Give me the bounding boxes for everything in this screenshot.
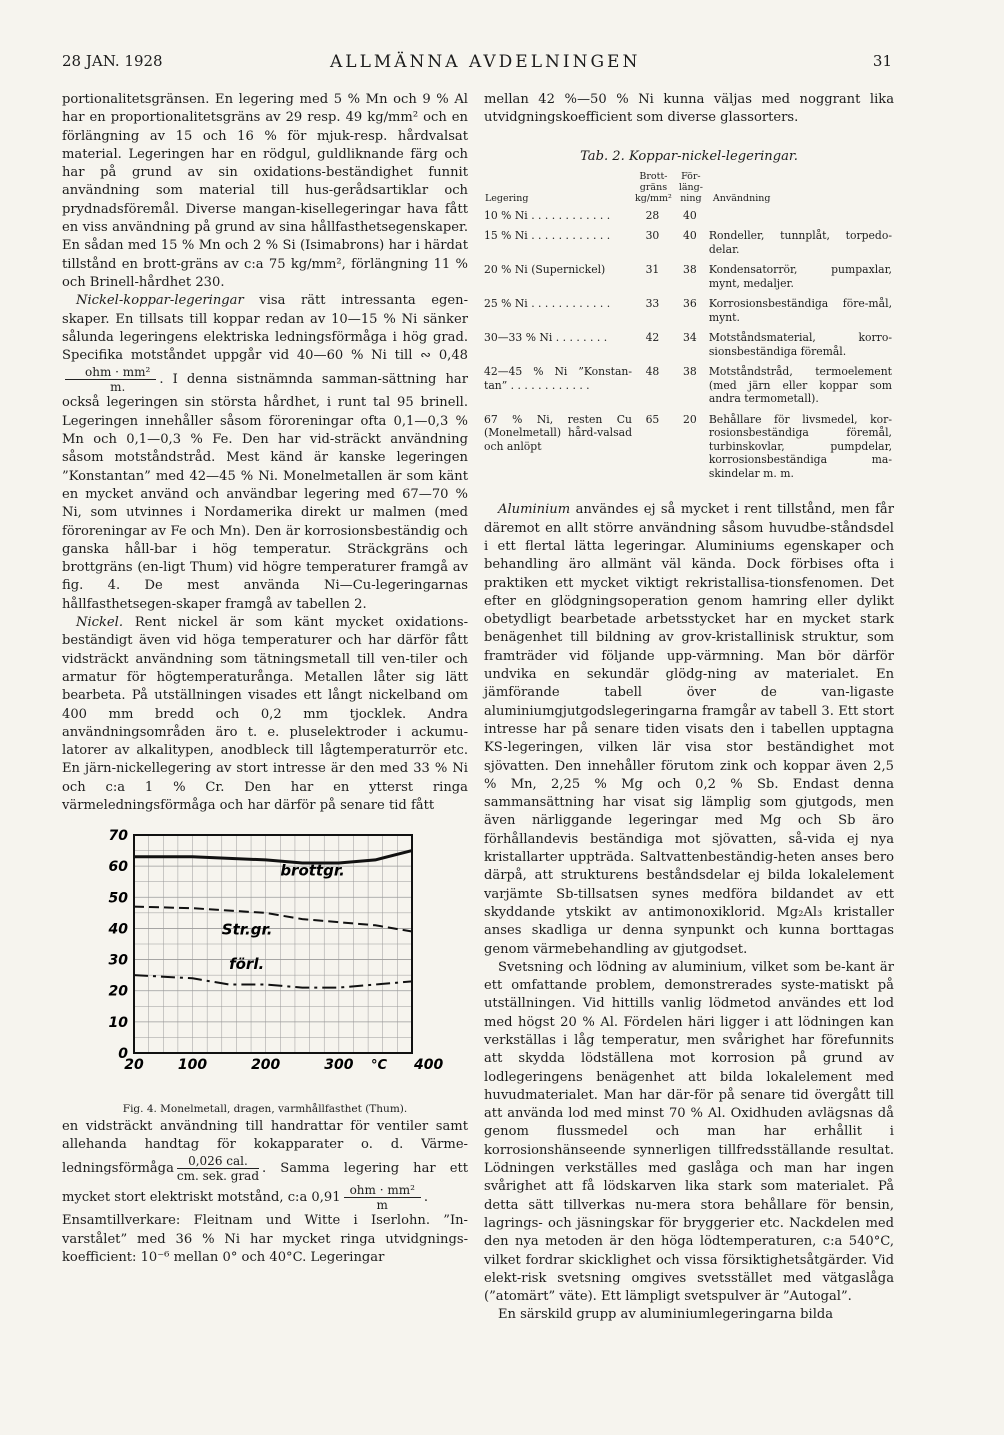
table-row [484,229,894,263]
table-cell: 40 [683,208,697,222]
x-tick-label: 400 [414,1057,444,1074]
paragraph: Svetsning och lödning av aluminium, vilket som be-kant är ett omfattande problem, demonstrerades syste-matiskt på utställningen. Vid hittills vanlig lödmetod användes ett lod med högst 20 % Al. Fördelen häri ligger i att lödningen kan verkställas i låg temperatur, men svårighet har förefunnits att skydda lödställena mot korrosion på grund av lodlegeringens benägenhet att bilda lokalelement med huvudmaterialet. Man har där-för på senare tid övergått till att använda lod med minst 70 % Al. Oxidhuden avlägsnas då genom flussmedel och man har erhållit i korrosionshänseende synnerligen tillfredsställande resultat. Lödningen verkställes med gaslåga och man har ingen svårighet att få lödskarven lika stark som materialet. På detta sätt tillverkas nu-mera stora behållare för bensin, lagrings- och jäsningskar för bryggerier etc. Nackdelen med den nya metoden är den höga lödtemperaturen, c:a 540°C, vilket fordrar skicklighet och vissa försiktighetsåtgärder. Vid elekt-risk svetsning omgives svetsstället med vätgaslåga (”atomärt” väte). Ett lämpligt svetspulver är ”Autogal”. [484,959,894,1305]
fraction [65,365,156,394]
fraction [344,1183,421,1212]
run-in-heading: Nickel. [76,615,124,631]
table-cell: 36 [683,297,697,311]
table-cell: 48 [645,365,660,379]
table-cell: 30—33 % Ni . . . . . . . . [484,331,608,345]
paragraph [484,501,894,958]
paragraph-text: . Samma legering har ett mycket stort elektriskt motstånd, c:a 0,91 [62,1161,468,1206]
table-row [484,331,894,365]
fraction-numerator: ohm · mm² [65,365,156,380]
table-cell [709,209,894,230]
table-header: Användning [712,192,771,204]
table-cell: 67 % Ni, resten Cu (Monelmetall) hård-valsad och anlöpt [484,412,632,453]
paragraph: En särskild grupp av aluminiumlegeringarna bilda [498,1307,834,1323]
paragraph-text: . I denna sistnämnda samman-sättning har också legeringen sin största hårdhet, i runt tal 95 brinell. Legeringen innehåller såsom föroreningar ofta 0,1—0,3 % Mn och 0,1—0,3 % Fe. Den har vid-sträckt användning såsom motståndstråd. Mest känd är kanske legeringen ”Konstantan” med 42—45 % Ni. Monelmetallen är som känt en mycket använd och användbar legering med 67—70 % Ni, som utvinnes i Nordamerika direkt ur malmen (med föroreningar av Fe och Mn). Den är korrosionsbeständig och ganska håll-bar i hög temperatur. Sträckgräns och brottgräns (en-ligt Thum) vid högre temperaturer framgå av fig. 4. De mest använda Ni—Cu-legeringarnas hållfasthetsegen-skaper framgå av tabellen 2. [62,372,468,612]
table-cell: 38 [683,263,697,277]
fraction-numerator: ohm · mm² [344,1183,421,1198]
header-date: 28 JAN. 1928 [62,52,163,70]
y-tick-label: 40 [108,921,128,938]
table-cell: 25 % Ni . . . . . . . . . . . . [484,297,611,311]
table-cell: 42 [645,331,660,345]
table-cell: 10 % Ni . . . . . . . . . . . . [484,208,611,222]
table-row [484,413,894,488]
table-cell: 33 [645,297,660,311]
table-cell: 38 [683,365,697,379]
curve-label: förl. [229,955,265,974]
table-header: För-läng-ning [678,170,703,204]
fraction-denominator: m. [110,380,126,395]
table-cell: 28 [645,208,660,222]
series-line-3 [134,975,412,988]
table-cell: Behållare för livsmedel, kor-rosionsbeständiga föremål, turbinskovlar, pumpdelar, korrosionsbeständiga ma-skindelar m. m. [708,412,892,480]
y-tick-label: 50 [108,890,128,907]
fraction [177,1154,259,1183]
paragraph-text: visa rätt intressanta egen-skaper. En tillsats till koppar redan av 10—15 % Ni sänker sålunda legeringens elektriska ledningsförmåga i hög grad. Specifika motståndet uppgår vid 40—60 % Ni till ∾ 0,48 [62,293,468,364]
x-tick-label: 100 [177,1057,208,1074]
fraction-numerator: 0,026 cal. [177,1154,259,1169]
x-tick-label: 300 [324,1057,354,1074]
paragraph: Ensamtillverkare: Fleitnam und Witte i Iserlohn. ”In-varstålet” med 36 % Ni har mycket ringa utvidgnings-koefficient: 10⁻⁶ mellan 0° och 40°C. Legeringar [62,1213,468,1266]
table-header: Legering [485,192,529,204]
table-row [484,297,894,331]
paragraph-text: Rent nickel är som känt mycket oxidations-beständigt även vid höga temperaturer och har därför fått vidsträckt användning som tätningsmetall till ven-tiler och armatur för högtemperaturånga. Metallen låter sig lätt bearbeta. På utställningen visades ett långt nickelband om 400 mm bredd och 0,2 mm tjocklek. Andra användningsområden äro t. e. pluselektroder i ackumu-latorer av alkalitypen, anodbleck till lågtemperaturrör etc. En järn-nickellegering av stort intresse är den med 33 % Ni och c:a 1 % Cr. Den har en ytterst ringa värmeledningsförmåga och har därför på senare tid fått [62,615,468,813]
series-line-2 [134,907,412,932]
figure-caption: Fig. 4. Monelmetall, dragen, varmhållfasthet (Thum). [122,1102,408,1115]
paragraph: mellan 42 %—50 % Ni kunna väljas med noggrant lika utvidgningskoefficient som diverse glassorters. [484,92,894,126]
run-in-heading: Nickel-koppar-legeringar [76,293,244,309]
table-cell: 34 [683,331,697,345]
paragraph [62,614,468,815]
table-cell: 20 [683,412,697,426]
paragraph: portionalitetsgränsen. En legering med 5 % Mn och 9 % Al har en proportionalitetsgräns av 29 resp. 49 kg/mm² och en förlängning av 15 och 16 % för mjuk-resp. hårdvalsat material. Legeringen har en rödgul, guldliknande färg och har på grund av sin oxidations-beständighet funnit användning som material till hus-gerådsartiklar och prydnadsföremål. Diverse mangan-kisellegeringar hava fått en viss användning på grund av sina hållfasthetsegenskaper. En sådan med 15 % Mn och 2 % Si (Isimabrons) har i härdat tillstånd en brott-gräns av c:a 75 kg/mm², förlängning 11 % och Brinell-hårdhet 230. [62,92,468,290]
paragraph-text: en vidsträckt användning till handrattar för ventiler samt allehanda handtag för kokapparater o. d. Värme-ledningsförmåga [62,1118,468,1177]
figure-4 [62,821,468,1118]
y-tick-label: 10 [108,1015,128,1032]
table-row [484,365,894,413]
table-cell: Motståndstråd, termoelement (med järn eller koppar som andra termometall). [708,365,892,406]
table-header-row [484,170,894,209]
y-tick-label: 30 [108,952,128,969]
table-cell: Rondeller, tunnplåt, torpedo-delar. [708,229,892,256]
chart [62,821,444,1089]
table-caption: Tab. 2. Koppar-nickel-legeringar. [580,148,798,164]
table-cell: 40 [683,229,697,243]
paragraph [62,292,468,614]
paragraph-text: . [423,1190,429,1206]
table-cell: 30 [645,229,660,243]
left-column [62,91,468,1267]
table-cell: 65 [645,412,660,426]
fraction-denominator: m [376,1198,388,1213]
fraction-denominator: cm. sek. grad [176,1169,260,1184]
table-header: Brott-gräns kg/mm² [635,170,672,204]
header-title: ALLMÄNNA AVDELNINGEN [330,52,641,72]
paragraph-text: användes ej så mycket i rent tillstånd, men får däremot en allt större användning såsom huvudbe-ståndsdel i ett flertal lätta legeringar. Aluminiums egenskaper och behandling äro allmänt väl kända. Dock förbises ofta i praktiken ett mycket viktigt rekristallisa-tionsfenomen. Det efter en glödgningsoperation genom hamring eller dylikt obetydligt bearbetade arbetsstycket har en mycket stark benägenhet till bildning av grov-kristallinisk struktur, som framträder vid följande upp-värmning. Man bör därför undvika en sekundär glödg-ning av materialet. En jämförande tabell över de van-ligaste aluminiumgjutgodslegeringarna framgår av tabell 3. Ett stort intresse har på senare tiden visats den i tabellen upptagna KS-legeringen, vilken lär visa stor beständighet mot sjövatten. Den innehåller förutom zink och koppar även 2,5 % Mn, 2,25 % Mg och 0,2 % Sb. Endast denna sammansättning har visat sig lämplig som gjutgods, men även närliggande legeringar med Mg och Sb äro förhållandevis beständiga mot sjövatten, så-vida ej nya kristallarter uppträda. Saltvattenbeständig-heten anses bero därpå, att strukturens beståndsdelar ej bilda lokalelement varjämte Sb-tillsatsen synes medföra bildandet av ett skyddande ytskikt av antimonoxiklorid. Mg₂Al₃ kristaller anses skadliga ur denna synpunkt och kunna borttagas genom värmebehandling av gjutgodset. [484,502,894,957]
table-cell: 42—45 % Ni ”Konstan-tan” . . . . . . . . . . . . [484,365,632,392]
y-tick-label: 70 [108,828,128,845]
x-tick-label: 20 [124,1057,144,1074]
table-row [484,209,894,230]
series-line-1 [134,851,412,863]
page-number: 31 [872,52,892,70]
x-tick-label: 200 [251,1057,281,1074]
right-column [484,91,894,1325]
curve-label: Str.gr. [221,920,273,939]
run-in-heading: Aluminium [498,502,571,518]
y-tick-label: 60 [108,859,128,876]
x-unit-label: °C [371,1058,388,1074]
table-cell: Motståndsmaterial, korro-sionsbeständiga föremål. [708,331,892,358]
table-row [484,263,894,297]
curve-label: brottgr. [280,861,345,880]
paragraph [62,1118,468,1213]
table-cell: 20 % Ni (Supernickel) [484,263,606,277]
table-cell: 15 % Ni . . . . . . . . . . . . [484,229,611,243]
y-tick-label: 20 [108,983,128,1000]
table-2 [484,170,894,488]
table-cell: Korrosionsbeständiga före-mål, mynt. [708,297,892,324]
table-cell: Kondensatorrör, pumpaxlar, mynt, medaljer. [708,263,892,290]
table-cell: 31 [645,263,660,277]
y-tick-label: 0 [118,1046,128,1063]
